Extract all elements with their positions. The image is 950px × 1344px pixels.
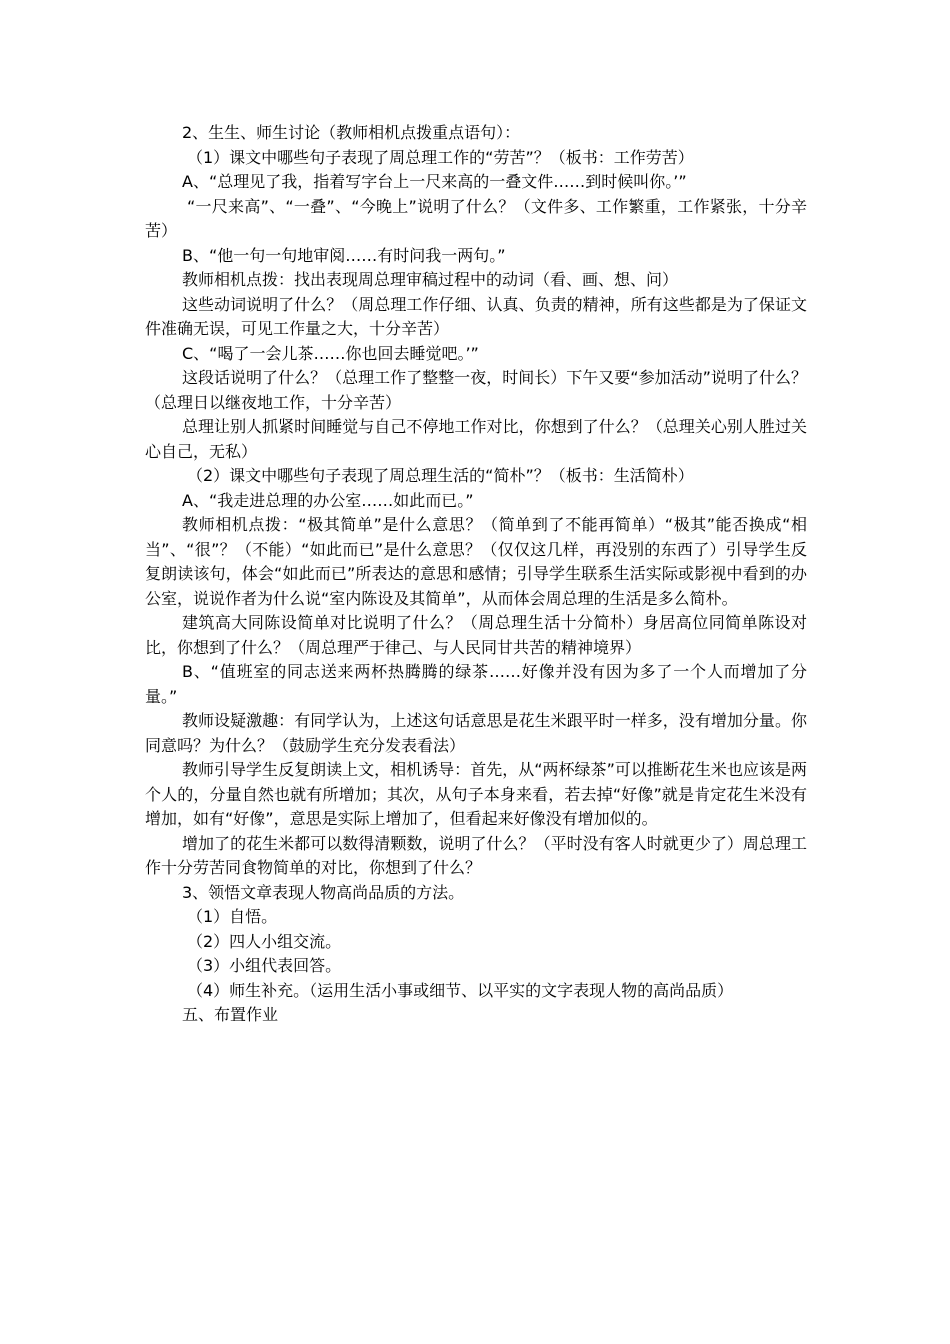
document-page (145, 121, 807, 1028)
paragraph: C、“喝了一会儿茶……你也回去睡觉吧。’” (182, 343, 479, 363)
paragraph: （1）课文中哪些句子表现了周总理工作的“劳苦”？（板书：工作劳苦） (187, 147, 694, 167)
paragraph: “一尺来高”、“一叠”、“今晚上”说明了什么？（文件多、工作繁重，工作紧张，十分辛苦） (145, 196, 807, 240)
paragraph: 这些动词说明了什么？（周总理工作仔细、认真、负责的精神，所有这些都是为了保证文件准确无误，可见工作量之大，十分辛苦） (145, 294, 807, 338)
paragraph: （3）小组代表回答。 (187, 956, 342, 975)
paragraph: 增加了的花生米都可以数得清颗数，说明了什么？（平时没有客人时就更少了）周总理工作十分劳苦同食物简单的对比，你想到了什么？ (145, 833, 807, 877)
paragraph: （1）自悟。 (187, 907, 278, 926)
section-heading: 五、布置作业 (182, 1005, 279, 1024)
paragraph: （2）课文中哪些句子表现了周总理生活的“简朴”？（板书：生活简朴） (187, 466, 694, 485)
paragraph: 建筑高大同陈设简单对比说明了什么？（周总理生活十分简朴）身居高位同简单陈设对比，你想到了什么？（周总理严于律己、与人民同甘共苦的精神境界） (145, 613, 807, 657)
paragraph: B、“值班室的同志送来两杯热腾腾的绿茶……好像并没有因为多了一个人而增加了分量。” (145, 662, 807, 706)
paragraph: 3、领悟文章表现人物高尚品质的方法。 (182, 882, 465, 902)
paragraph: 2、生生、师生讨论（教师相机点拨重点语句）： (182, 123, 521, 142)
paragraph: A、“我走进总理的办公室……如此而已。” (182, 490, 474, 510)
paragraph: 教师引导学生反复朗读上文，相机诱导：首先，从“两杯绿茶”可以推断花生米也应该是两个人的，分量自然也就有所增加；其次，从句子本身来看，若去掉“好像”就是肯定花生米没有增加，如有“好像”，意思是实际上增加了，但看起来好像没有增加似的。 (145, 760, 807, 828)
paragraph: 总理让别人抓紧时间睡觉与自己不停地工作对比，你想到了什么？（总理关心别人胜过关心自己，无私） (145, 417, 807, 461)
paragraph: 教师相机点拨：“极其简单”是什么意思？（简单到了不能再简单）“极其”能否换成“相当”、“很”？（不能）“如此而已”是什么意思？（仅仅这几样，再没别的东西了）引导学生反复朗读该句，体会“如此而已”所表达的意思和感情；引导学生联系生活实际或影视中看到的办公室，说说作者为什么说“室内陈设及其简单”，从而体会周总理的生活是多么简朴。 (145, 515, 807, 608)
paragraph: （2）四人小组交流。 (187, 931, 342, 951)
paragraph: 教师设疑激趣：有同学认为，上述这句话意思是花生米跟平时一样多，没有增加分量。你同意吗？为什么？（鼓励学生充分发表看法） (145, 711, 807, 755)
paragraph: （4）师生补充。（运用生活小事或细节、以平实的文字表现人物的高尚品质） (187, 980, 734, 1000)
paragraph: A、“总理见了我，指着写字台上一尺来高的一叠文件……到时候叫你。’” (182, 172, 687, 191)
paragraph: 这段话说明了什么？（总理工作了整整一夜，时间长）下午又要“参加活动”说明了什么？（总理日以继夜地工作，十分辛苦） (145, 368, 807, 412)
paragraph: B、“他一句一句地审阅……有时问我一两句。” (182, 245, 506, 265)
paragraph: 教师相机点拨：找出表现周总理审稿过程中的动词（看、画、想、问） (182, 270, 679, 289)
